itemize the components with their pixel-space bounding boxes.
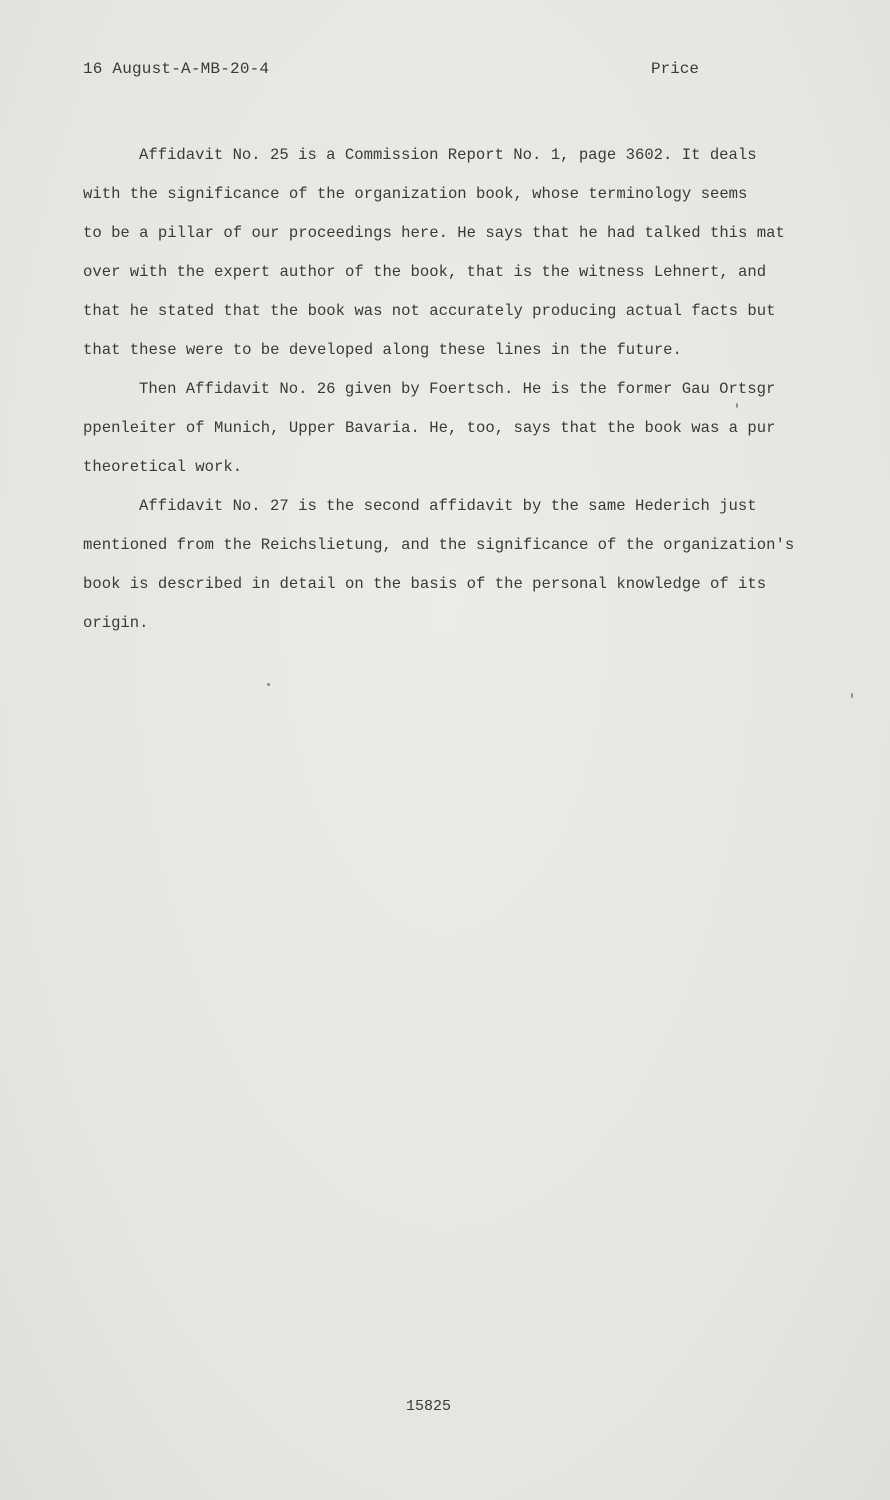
text-line: Then Affidavit No. 26 given by Foertsch. He is the former Gau Ortsgr (139, 380, 776, 398)
text-line: Affidavit No. 25 is a Commission Report No. 1, page 3602. It deals (139, 146, 757, 164)
text-line: mentioned from the Reichslietung, and the significance of the organization's (83, 536, 795, 554)
body-text (83, 136, 818, 643)
text-line: Affidavit No. 27 is the second affidavit by the same Hederich just (139, 497, 757, 515)
text-line: with the significance of the organization book, whose terminology seems (83, 185, 748, 203)
paper-speck (851, 693, 853, 698)
text-line: theoretical work. (83, 458, 243, 476)
paper-speck (267, 683, 270, 686)
text-line: ppenleiter of Munich, Upper Bavaria. He, too, says that the book was a pur (83, 419, 776, 437)
paper-speck (736, 403, 738, 408)
paragraph-affidavit-27 (83, 487, 818, 643)
text-line: to be a pillar of our proceedings here. He says that he had talked this mat (83, 224, 785, 242)
header-speaker: Price (651, 60, 700, 78)
text-line: that these were to be developed along these lines in the future. (83, 341, 682, 359)
text-line: over with the expert author of the book, that is the witness Lehnert, and (83, 263, 767, 281)
paragraph-affidavit-25 (83, 136, 818, 370)
header-reference: 16 August-A-MB-20-4 (83, 60, 270, 78)
page-number: 15825 (406, 1398, 452, 1415)
text-line: book is described in detail on the basis of the personal knowledge of its (83, 575, 767, 593)
text-line: that he stated that the book was not accurately producing actual facts but (83, 302, 776, 320)
paragraph-affidavit-26 (83, 370, 818, 487)
text-line: origin. (83, 614, 149, 632)
